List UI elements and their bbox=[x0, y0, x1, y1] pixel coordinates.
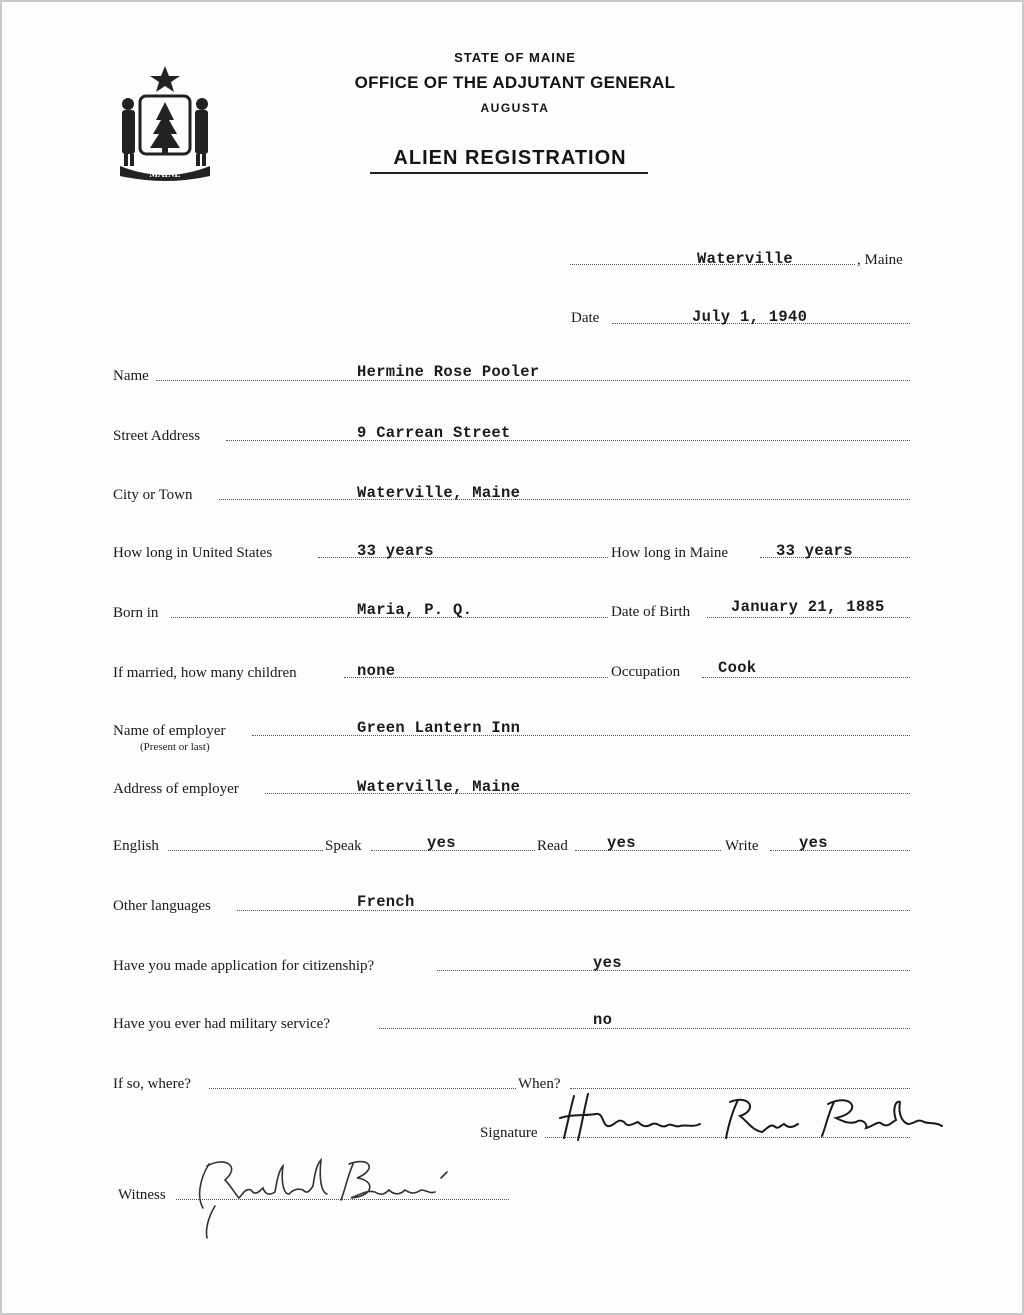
employer-value: Green Lantern Inn bbox=[357, 719, 521, 737]
speak-label: Speak bbox=[325, 838, 362, 854]
when-label: When? bbox=[518, 1076, 561, 1092]
citizenship-value: yes bbox=[593, 954, 622, 972]
state-heading: STATE OF MAINE bbox=[454, 50, 576, 65]
street-address-dots bbox=[226, 440, 910, 441]
write-dots bbox=[770, 850, 910, 851]
how-long-us-label: How long in United States bbox=[113, 545, 273, 561]
date-of-birth-value: January 21, 1885 bbox=[731, 598, 885, 616]
city-heading: AUGUSTA bbox=[480, 101, 550, 115]
street-address-value: 9 Carrean Street bbox=[357, 424, 511, 442]
applicant-signature bbox=[552, 1088, 952, 1148]
born-in-label: Born in bbox=[113, 605, 159, 621]
military-value: no bbox=[593, 1011, 613, 1029]
city-or-town-dots bbox=[219, 499, 910, 500]
english-dots bbox=[168, 850, 323, 851]
born-in-value: Maria, P. Q. bbox=[357, 601, 473, 619]
maine-state-seal-icon bbox=[112, 62, 218, 186]
city-or-town-value: Waterville, Maine bbox=[357, 484, 521, 502]
where-dots bbox=[209, 1088, 516, 1089]
children-value: none bbox=[357, 662, 396, 680]
how-long-maine-label: How long in Maine bbox=[611, 545, 729, 561]
signature-label: Signature bbox=[480, 1125, 538, 1141]
city-or-town-label: City or Town bbox=[113, 487, 193, 503]
occupation-value: Cook bbox=[718, 659, 757, 677]
witness-label: Witness bbox=[118, 1187, 166, 1203]
write-value: yes bbox=[799, 834, 828, 852]
employer-address-label: Address of employer bbox=[113, 781, 239, 797]
citizenship-dots bbox=[437, 970, 910, 971]
military-label: Have you ever had military service? bbox=[113, 1016, 330, 1032]
occupation-label: Occupation bbox=[611, 664, 681, 680]
read-label: Read bbox=[537, 838, 568, 854]
how-long-maine-value: 33 years bbox=[776, 542, 853, 560]
read-value: yes bbox=[607, 834, 636, 852]
title-underline bbox=[370, 172, 648, 174]
employer-label: Name of employer bbox=[113, 723, 226, 739]
date-value: July 1, 1940 bbox=[692, 308, 808, 326]
place-suffix: , Maine bbox=[857, 252, 903, 268]
svg-text:MAINE: MAINE bbox=[149, 169, 181, 179]
military-dots bbox=[379, 1028, 910, 1029]
witness-signature bbox=[185, 1150, 475, 1242]
other-languages-dots bbox=[237, 910, 910, 911]
speak-value: yes bbox=[427, 834, 456, 852]
name-value: Hermine Rose Pooler bbox=[357, 363, 540, 381]
children-label: If married, how many children bbox=[113, 665, 297, 681]
place-value: Waterville bbox=[697, 250, 794, 268]
date-label: Date bbox=[571, 310, 600, 326]
employer-sublabel: (Present or last) bbox=[140, 741, 210, 753]
office-heading: OFFICE OF THE ADJUTANT GENERAL bbox=[354, 73, 676, 92]
read-dots bbox=[575, 850, 721, 851]
other-languages-label: Other languages bbox=[113, 898, 211, 914]
citizenship-label: Have you made application for citizenship? bbox=[113, 958, 375, 974]
where-label: If so, where? bbox=[113, 1076, 191, 1092]
occupation-dots bbox=[702, 677, 910, 678]
name-label: Name bbox=[113, 368, 149, 384]
date-of-birth-label: Date of Birth bbox=[611, 604, 691, 620]
date-of-birth-dots bbox=[707, 617, 910, 618]
street-address-label: Street Address bbox=[113, 428, 201, 444]
other-languages-value: French bbox=[357, 893, 415, 911]
write-label: Write bbox=[725, 838, 759, 854]
employer-dots bbox=[252, 735, 910, 736]
english-label: English bbox=[113, 838, 159, 854]
how-long-us-value: 33 years bbox=[357, 542, 434, 560]
employer-address-value: Waterville, Maine bbox=[357, 778, 521, 796]
form-title: ALIEN REGISTRATION bbox=[393, 147, 627, 169]
